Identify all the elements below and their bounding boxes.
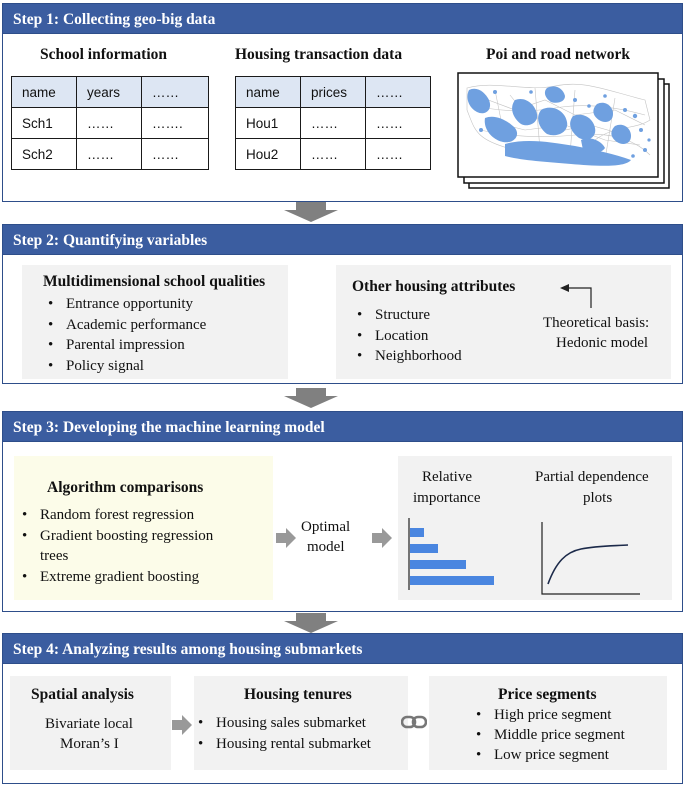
list-item: • Policy signal: [46, 356, 206, 377]
list-item: • Low price segment: [474, 745, 625, 765]
table-cell: ……: [77, 108, 142, 139]
price-title: Price segments: [498, 686, 597, 703]
other-attributes-title: Other housing attributes: [352, 278, 516, 295]
step2-header: Step 2: Quantifying variables: [3, 225, 682, 255]
theory-link-arrow: [556, 280, 596, 310]
school-qualities-list: [46, 294, 206, 376]
optimal-line1: Optimal: [301, 519, 351, 535]
table-cell: prices: [301, 77, 366, 108]
tenures-title: Housing tenures: [244, 686, 352, 703]
list-item: • Extreme gradient boosting: [20, 567, 213, 588]
list-item: • Middle price segment: [474, 725, 625, 745]
table-cell: years: [77, 77, 142, 108]
optimal-line2: model: [307, 539, 345, 555]
table-cell: ……: [301, 139, 366, 170]
importance-bar: [410, 560, 466, 569]
flow-arrow-1: [284, 202, 338, 222]
flow-arrow-2: [284, 388, 338, 408]
spatial-line2: Moran’s I: [60, 736, 119, 752]
list-item: • Housing rental submarket: [196, 734, 371, 755]
importance-chart: [404, 518, 500, 594]
to-results-arrow: [372, 528, 392, 548]
table-cell: …….: [142, 108, 209, 139]
list-item: • Parental impression: [46, 335, 206, 356]
theory-line1: Theoretical basis:: [543, 315, 650, 331]
importance-bar: [410, 544, 438, 553]
school-qualities-title: Multidimensional school qualities: [43, 273, 266, 290]
to-optimal-arrow: [276, 528, 296, 548]
list-item-wrap: trees: [40, 548, 69, 564]
school-info-table: [11, 76, 209, 170]
theory-line2: Hedonic model: [556, 335, 649, 351]
list-item: • Location: [355, 326, 462, 347]
table-cell: Sch2: [12, 139, 77, 170]
tenures-list: [196, 713, 371, 755]
other-attributes-list: [355, 305, 462, 367]
list-item: • Entrance opportunity: [46, 294, 206, 315]
school-info-title: School information: [40, 46, 168, 63]
table-cell: ……: [366, 139, 431, 170]
table-cell: Hou1: [236, 108, 301, 139]
list-item: • Neighborhood: [355, 346, 462, 367]
list-item: • High price segment: [474, 705, 625, 725]
list-item: [20, 526, 213, 567]
pdp-chart: [536, 522, 646, 598]
spatial-line1: Bivariate local: [45, 716, 133, 732]
poi-title: Poi and road network: [486, 46, 630, 63]
table-cell: Sch1: [12, 108, 77, 139]
pdp-line2: plots: [583, 490, 613, 506]
flow-arrow-3: [284, 613, 338, 633]
table-cell: ……: [366, 108, 431, 139]
list-item: • Random forest regression: [20, 505, 213, 526]
importance-line2: importance: [413, 490, 481, 506]
importance-line1: Relative: [422, 469, 472, 485]
list-item: • Structure: [355, 305, 462, 326]
table-cell: ……: [142, 77, 209, 108]
step4-header: Step 4: Analyzing results among housing submarkets: [3, 634, 682, 664]
table-cell: ……: [366, 77, 431, 108]
algorithm-list: [20, 505, 213, 587]
table-cell: name: [236, 77, 301, 108]
pdp-axes: [542, 522, 640, 594]
poi-map-stack: [455, 70, 675, 194]
step1-header: Step 1: Collecting geo-big data: [3, 4, 682, 34]
table-cell: ……: [77, 139, 142, 170]
to-tenures-arrow: [172, 715, 192, 735]
list-item: • Housing sales submarket: [196, 713, 371, 734]
algorithm-title: Algorithm comparisons: [47, 479, 204, 496]
pdp-curve: [548, 545, 628, 584]
step3-header: Step 3: Developing the machine learning model: [3, 412, 682, 442]
link-chain-icon: [401, 713, 427, 731]
importance-bar: [410, 576, 494, 585]
table-cell: name: [12, 77, 77, 108]
housing-data-title: Housing transaction data: [235, 46, 403, 63]
list-item-text: Gradient boosting regression: [40, 527, 214, 544]
importance-bar: [410, 528, 424, 537]
table-cell: Hou2: [236, 139, 301, 170]
pdp-line1: Partial dependence: [535, 469, 649, 485]
list-item: • Academic performance: [46, 315, 206, 336]
table-cell: ……: [301, 108, 366, 139]
table-cell: ……: [142, 139, 209, 170]
spatial-title: Spatial analysis: [31, 686, 134, 703]
housing-data-table: [235, 76, 431, 170]
price-list: [474, 705, 625, 765]
